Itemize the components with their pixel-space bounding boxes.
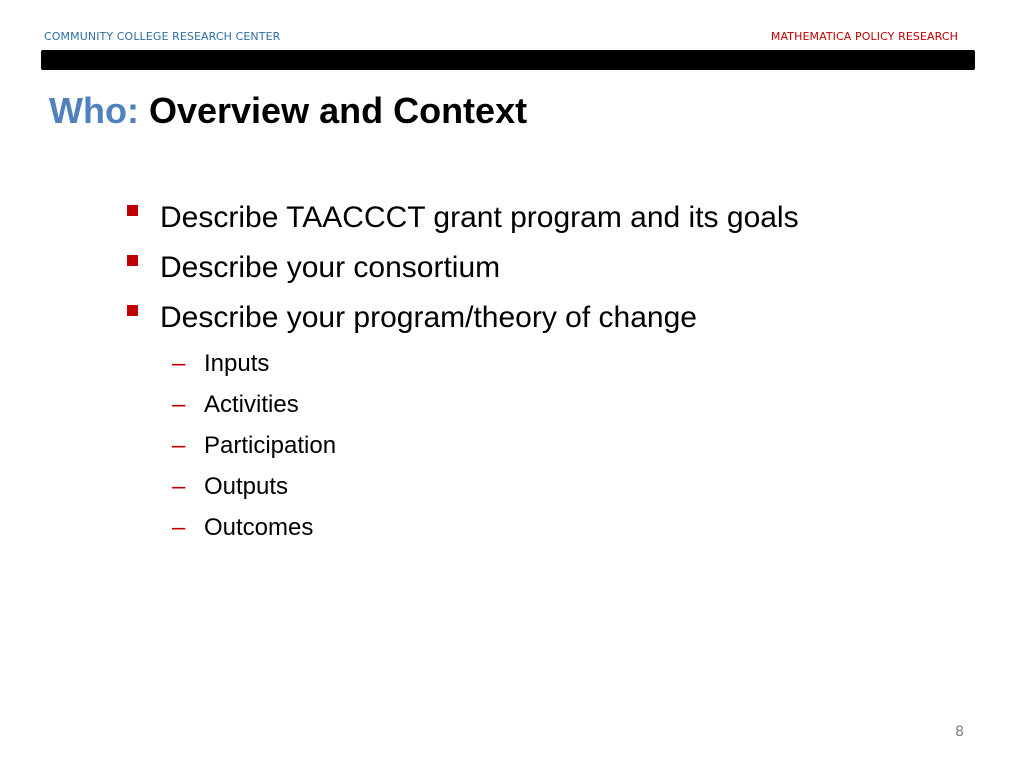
dash-bullet-icon: – [172, 514, 186, 541]
sub-bullet-text: Outcomes [204, 514, 314, 541]
header-org-left: COMMUNITY COLLEGE RESEARCH CENTER [44, 30, 281, 43]
bullet-item [122, 243, 799, 293]
sub-bullet-item [122, 425, 799, 466]
bullet-text: Describe your consortium [160, 251, 501, 284]
sub-bullet-text: Activities [204, 391, 299, 418]
square-bullet-icon [127, 205, 138, 216]
sub-bullet-list [122, 343, 799, 548]
header-org-right: MATHEMATICA POLICY RESEARCH [770, 30, 958, 43]
slide-title [49, 87, 527, 135]
square-bullet-icon [127, 305, 138, 316]
sub-bullet-text: Participation [204, 432, 337, 459]
sub-bullet-item [122, 507, 799, 548]
sub-bullet-item [122, 343, 799, 384]
sub-bullet-text: Outputs [204, 473, 289, 500]
bullet-text: Describe your program/theory of change [160, 301, 697, 334]
dash-bullet-icon: – [172, 350, 186, 377]
sub-bullet-text: Inputs [204, 350, 270, 377]
page-number: 8 [955, 724, 964, 740]
dash-bullet-icon: – [172, 432, 186, 459]
square-bullet-icon [127, 255, 138, 266]
sub-bullet-item [122, 466, 799, 507]
bullet-list [122, 193, 799, 548]
title-main: Overview and Context [148, 90, 528, 131]
sub-bullet-item [122, 384, 799, 425]
dash-bullet-icon: – [172, 391, 186, 418]
bullet-text: Describe TAACCCT grant program and its goals [160, 201, 799, 234]
sub-bullet-group [122, 343, 799, 548]
bullet-item [122, 193, 799, 243]
dash-bullet-icon: – [172, 473, 186, 500]
title-prefix: Who: [49, 90, 139, 131]
header-bar [41, 50, 975, 70]
bullet-item [122, 293, 799, 343]
